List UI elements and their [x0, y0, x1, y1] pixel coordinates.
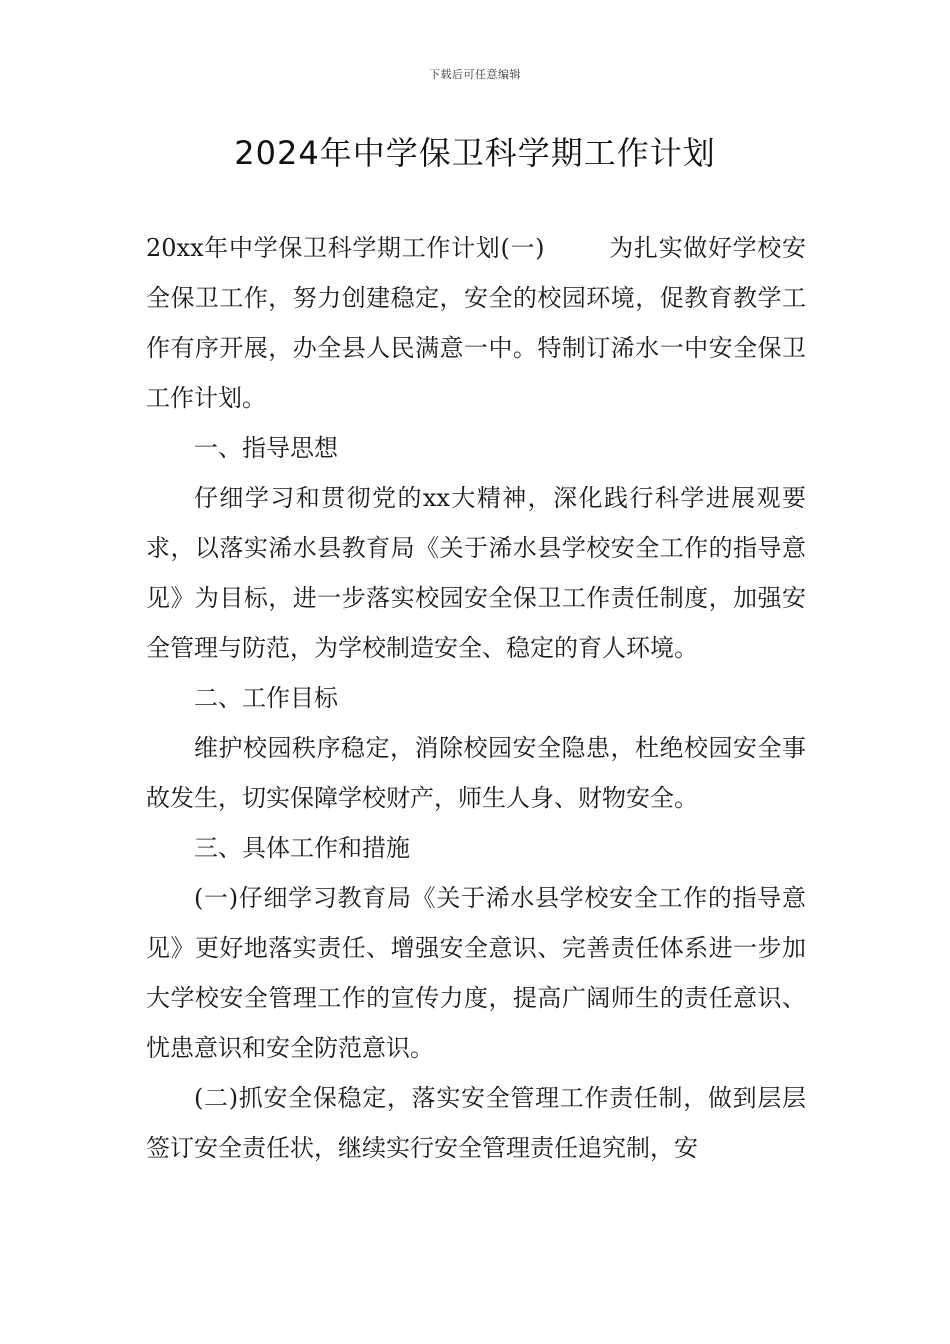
- section1-body: 仔细学习和贯彻党的xx大精神，深化践行科学进展观要求，以落实浠水县教育局《关于浠水县学校安全工作的指导意见》为目标，进一步落实校园安全保卫工作责任制度，加强安全管理与防范，为学校制造安全、稳定的育人环境。: [146, 484, 806, 662]
- section2-body: 维护校园秩序稳定，消除校园安全隐患，杜绝校园安全事故发生，切实保障学校财产，师生人身、财物安全。: [146, 734, 806, 812]
- intro-body: 为扎实做好学校安全保卫工作，努力创建稳定，安全的校园环境，促教育教学工作有序开展，办全县人民满意一中。特制订浠水一中安全保卫工作计划。: [146, 234, 806, 412]
- document-title: 2024年中学保卫科学期工作计划: [234, 134, 716, 172]
- header-note: 下载后可任意编辑: [429, 68, 521, 81]
- section3-item2: (二)抓安全保稳定，落实安全管理工作责任制，做到层层签订安全责任状，继续实行安全管理责任追究制，安: [146, 1084, 806, 1162]
- intro-heading: 20xx年中学保卫科学期工作计划(一): [146, 234, 545, 262]
- section3-heading: 三、具体工作和措施: [194, 834, 410, 862]
- document-body: [146, 223, 806, 1173]
- section2-heading: 二、工作目标: [194, 684, 338, 712]
- intro-paragraph: [146, 223, 806, 423]
- section1-heading: 一、指导思想: [194, 434, 338, 462]
- section3-item1: (一)仔细学习教育局《关于浠水县学校安全工作的指导意见》更好地落实责任、增强安全意识、完善责任体系进一步加大学校安全管理工作的宣传力度，提高广阔师生的责任意识、忧患意识和安全防范意识。: [146, 884, 806, 1062]
